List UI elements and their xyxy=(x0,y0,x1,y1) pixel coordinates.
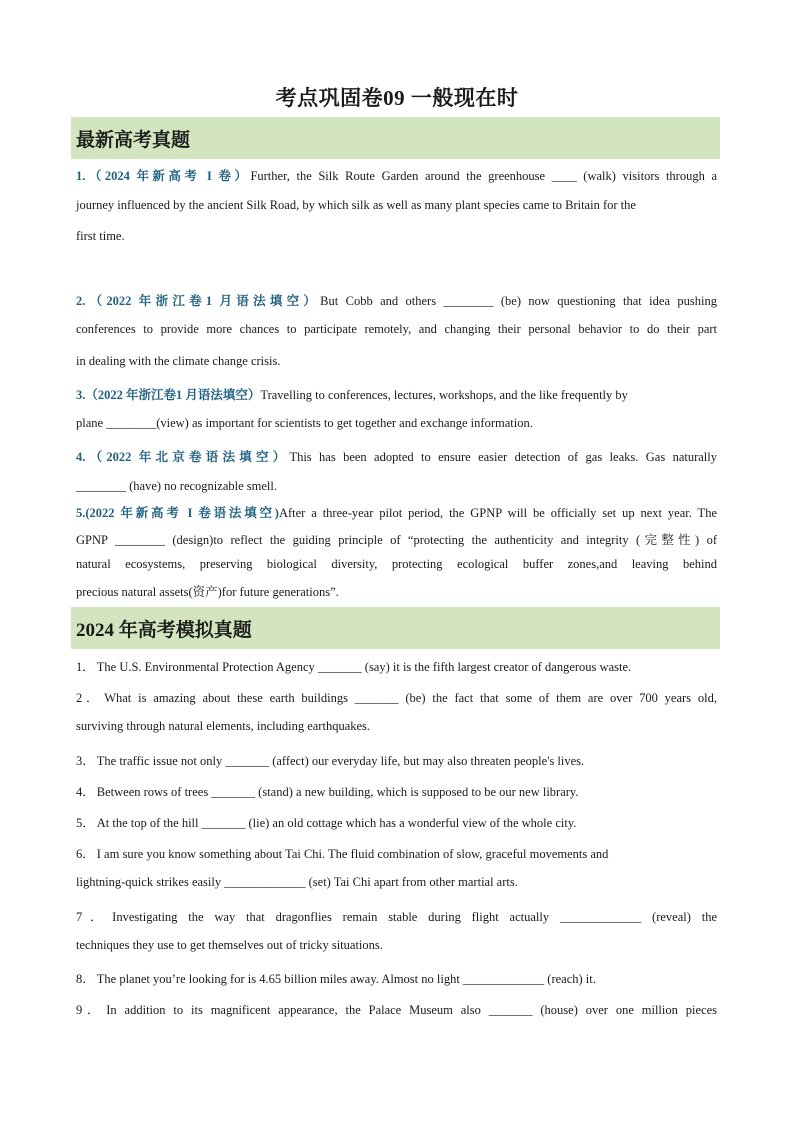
mock-question-2-line-1 xyxy=(76,688,717,706)
mock-question-6-text: I am sure you know something about Tai Chi. The fluid combination of slow, graceful movements and xyxy=(96,847,609,861)
question-4-text-1: This has been adopted to ensure easier detection of gas leaks. Gas naturally xyxy=(289,450,717,464)
mock-question-6-line-2: lightning-quick strikes easily _____________ (set) Tai Chi apart from other martial arts. xyxy=(76,875,518,889)
section-title: 最新高考真题 xyxy=(76,130,191,151)
mock-question-5-number: 5． xyxy=(76,816,95,830)
section-title: 2024 年高考模拟真题 xyxy=(76,620,252,641)
question-4-line-1 xyxy=(76,447,717,465)
question-1-text-1: Further, the Silk Route Garden around the greenhouse ____ (walk) visitors through a xyxy=(250,169,717,183)
question-5-line-3: natural ecosystems, preserving biological diversity, protecting ecological buffer zones,and leaving behind xyxy=(76,557,717,571)
mock-question-8-number: 8． xyxy=(76,972,95,986)
question-1-line-2: journey influenced by the ancient Silk Road, by which silk as well as many plant species came to Britain for the xyxy=(76,198,636,212)
question-3-text-1: Travelling to conferences, lectures, workshops, and the like frequently by xyxy=(260,388,628,402)
question-2-text-1: But Cobb and others ________ (be) now questioning that idea pushing xyxy=(320,294,717,308)
question-5-line-2: GPNP ________ (design)to reflect the guiding principle of “protecting the authenticity and integrity (完整性) of xyxy=(76,533,717,547)
question-1-source: 1.（2024 年新高考 I 卷） xyxy=(76,169,251,183)
mock-question-4-number: 4． xyxy=(76,785,95,799)
question-5-line-4: precious natural assets(资产)for future generations”. xyxy=(76,585,339,599)
mock-question-8-line-1 xyxy=(76,969,717,987)
mock-question-3-text: The traffic issue not only _______ (affect) our everyday life, but may also threaten people's lives. xyxy=(96,754,585,768)
mock-question-7-number: 7． xyxy=(76,910,111,924)
mock-question-4-line-1 xyxy=(76,782,717,800)
mock-question-9-text: In addition to its magnificent appearance, the Palace Museum also _______ (house) over one million pieces xyxy=(106,1003,717,1017)
question-2-line-2: conferences to provide more chances to participate remotely, and changing their personal behavior to do their part xyxy=(76,322,717,336)
mock-question-6-line-1 xyxy=(76,844,717,862)
mock-question-1-line-1 xyxy=(76,657,717,675)
question-5-source: 5.(2022 年新高考 I 卷语法填空) xyxy=(76,506,279,520)
mock-question-2-number: 2． xyxy=(76,691,103,705)
mock-question-3-number: 3． xyxy=(76,754,95,768)
mock-question-3-line-1 xyxy=(76,751,717,769)
question-2-line-3: in dealing with the climate change crisis. xyxy=(76,354,281,368)
mock-question-4-text: Between rows of trees _______ (stand) a new building, which is supposed to be our new library. xyxy=(96,785,579,799)
mock-question-9-line-1 xyxy=(76,1000,717,1018)
question-3-line-2: plane ________(view) as important for scientists to get together and exchange information. xyxy=(76,416,533,430)
question-3-source: 3.（2022 年浙江卷1 月语法填空） xyxy=(76,388,261,402)
mock-question-5-line-1 xyxy=(76,813,717,831)
mock-question-8-text: The planet you’re looking for is 4.65 billion miles away. Almost no light _____________ (reach) it. xyxy=(96,972,596,986)
question-4-source: 4.（2022 年北京卷语法填空） xyxy=(76,450,290,464)
question-2-source: 2.（2022 年浙江卷1 月语法填空） xyxy=(76,294,321,308)
section-header-latest-gaokao xyxy=(71,117,720,159)
mock-question-6-number: 6． xyxy=(76,847,95,861)
mock-question-7-line-2: techniques they use to get themselves out of tricky situations. xyxy=(76,938,383,952)
question-1-line-1 xyxy=(76,166,717,184)
mock-question-2-text: What is amazing about these earth buildings _______ (be) the fact that some of them are over 700 years old, xyxy=(104,691,717,705)
question-4-line-2: ________ (have) no recognizable smell. xyxy=(76,479,277,493)
mock-question-1-text: The U.S. Environmental Protection Agency _______ (say) it is the fifth largest creator of dangerous waste. xyxy=(96,660,632,674)
section-header-2024-mock xyxy=(71,607,720,649)
question-2-line-1 xyxy=(76,291,717,309)
question-3-line-1 xyxy=(76,385,717,403)
mock-question-9-number: 9． xyxy=(76,1003,105,1017)
question-5-text-1: After a three-year pilot period, the GPNP will be officially set up next year. The xyxy=(278,506,717,520)
question-5-line-1 xyxy=(76,503,717,521)
page-title: 考点巩固卷09 一般现在时 xyxy=(275,86,519,110)
mock-question-5-text: At the top of the hill _______ (lie) an old cottage which has a wonderful view of the whole city. xyxy=(96,816,577,830)
mock-question-2-line-2: surviving through natural elements, including earthquakes. xyxy=(76,719,371,733)
mock-question-7-text: Investigating the way that dragonflies remain stable during flight actually _____________ (reveal) the xyxy=(112,910,717,924)
mock-question-1-number: 1． xyxy=(76,660,95,674)
question-1-line-3: first time. xyxy=(76,229,125,243)
mock-question-7-line-1 xyxy=(76,907,717,925)
